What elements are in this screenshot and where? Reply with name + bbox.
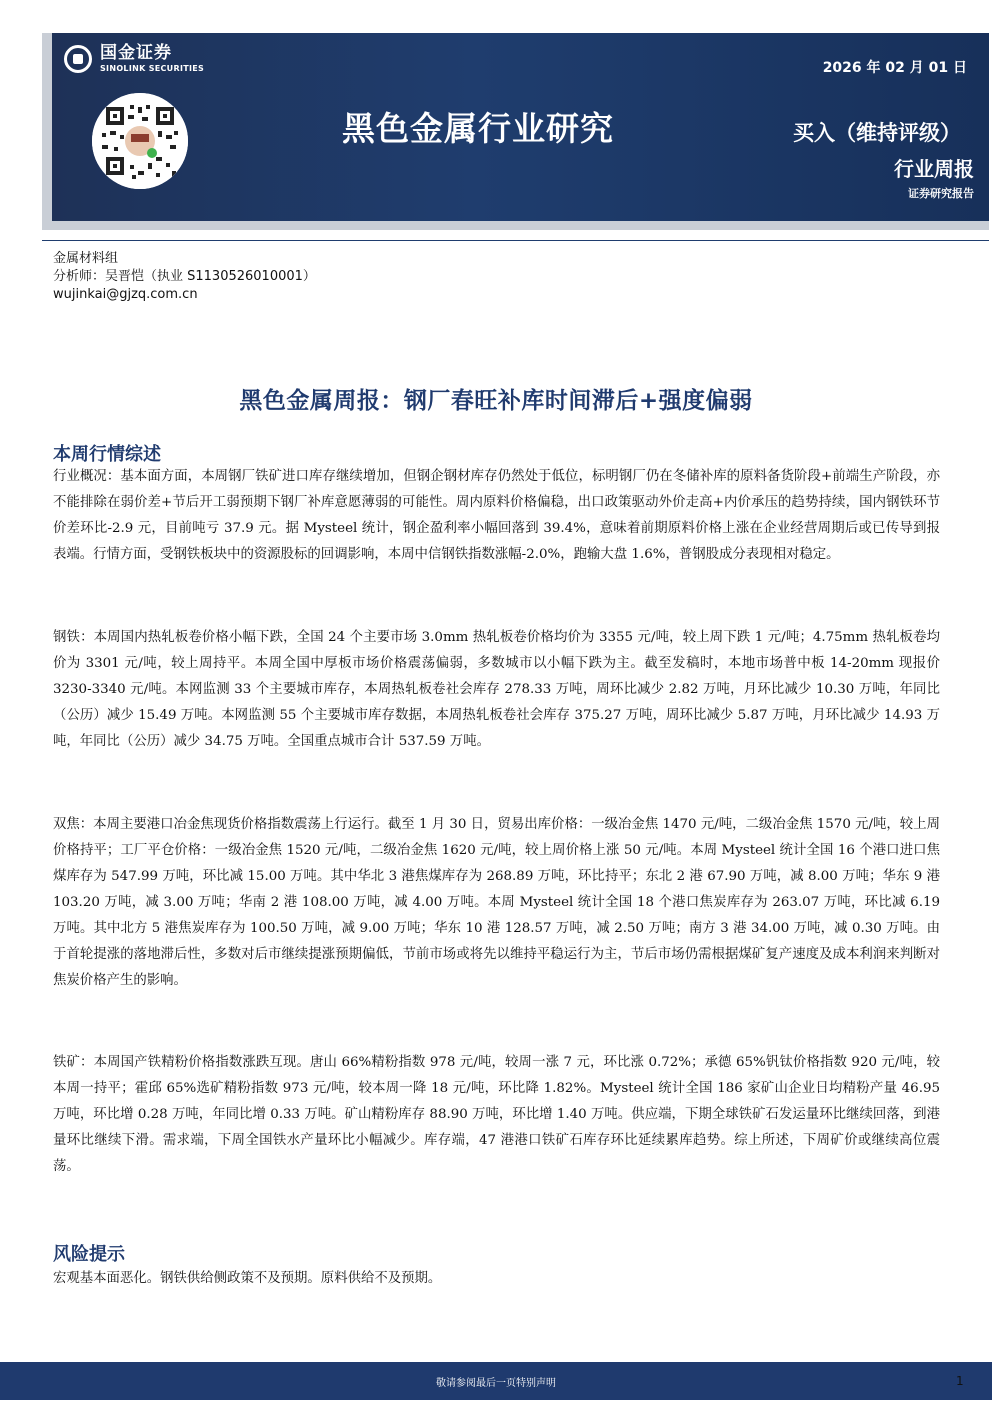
logo-cn-text: 国金证券 xyxy=(100,43,172,63)
analyst-email[interactable]: wujinkai@gjzq.com.cn xyxy=(53,287,198,302)
rating-label: 买入（维持评级） xyxy=(793,121,961,145)
company-logo xyxy=(64,45,204,73)
paragraph-steel: 钢铁：本周国内热轧板卷价格小幅下跌，全国 24 个主要市场 3.0mm 热轧板卷价格均价为 3355 元/吨，较上周下跌 1 元/吨；4.75mm 热轧板卷均价为 3301 元/吨，较上周持平。本周全国中厚板市场价格震荡偏弱，多数城市以小幅下跌为主。截至发稿时，本地市场普中板 14-20mm 现报价 3230-3340 元/吨。本网监测 33 个主要城市库存，本周热轧板卷社会库存 278.33 万吨，周环比减少 2.82 万吨，月环比减少 10.30 万吨，年同比（公历）减少 15.49 万吨。本网监测 55 个主要城市库存数据，本周热轧板卷社会库存 375.27 万吨，周环比减少 5.87 万吨，月环比减少 14.93 万吨，年同比（公历）减少 34.75 万吨。全国重点城市合计 537.59 万吨。 xyxy=(53,630,940,749)
page-number: 1 xyxy=(956,1374,964,1388)
paragraph-ore: 铁矿：本周国产铁精粉价格指数涨跌互现。唐山 66%精粉指数 978 元/吨，较周一涨 7 元，环比涨 0.72%；承德 65%钒钛价格指数 920 元/吨，较本周一持平；霍邱 65%选矿精粉指数 973 元/吨，较本周一降 18 元/吨，环比降 1.82%。Mysteel 统计全国 186 家矿山企业日均精粉产量 46.95 万吨，环比增 0.28 万吨，年同比增 0.33 万吨。矿山精粉库存 88.90 万吨，环比增 1.40 万吨。供应端，下期全球铁矿石发运量环比继续回落，到港量环比继续下滑。需求端，下周全国铁水产量环比小幅减少。库存端，47 港港口铁矿石库存环比延续累库趋势。综上所述，下周矿价或继续高位震荡。 xyxy=(53,1055,940,1174)
paragraph-overview: 行业概况：基本面方面，本周钢厂铁矿进口库存继续增加，但钢企钢材库存仍然处于低位，标明钢厂仍在冬储补库的原料备货阶段+前端生产阶段，亦不能排除在弱价差+节后开工弱预期下钢厂补库意愿薄弱的可能性。周内原料价格偏稳，出口政策驱动外价走高+内价承压的趋势持续，国内钢铁环节价差环比-2.9 元，目前吨亏 37.9 元。据 Mysteel 统计，钢企盈利率小幅回落到 39.4%，意味着前期原料价格上涨在企业经营周期后或已传导到报表端。行情方面，受钢铁板块中的资源股标的回调影响，本周中信钢铁指数涨幅-2.0%，跑输大盘 1.6%，普钢股成分表现相对稳定。 xyxy=(53,469,940,562)
footer-bar xyxy=(0,1362,992,1400)
analyst-group: 金属材料组 xyxy=(53,251,119,266)
report-subtype: 证券研究报告 xyxy=(908,187,974,200)
header-divider xyxy=(42,240,989,241)
section-heading-risk: 风险提示 xyxy=(53,1244,125,1265)
logo-mark-icon xyxy=(64,45,92,73)
logo-en-text: SINOLINK SECURITIES xyxy=(100,64,205,73)
analyst-info xyxy=(53,250,316,304)
report-type: 行业周报 xyxy=(894,157,974,181)
paragraph-risk: 宏观基本面恶化。钢铁供给侧政策不及预期。原料供给不及预期。 xyxy=(53,1271,442,1286)
qr-code-icon xyxy=(92,93,188,189)
paragraph-coke: 双焦：本周主要港口冶金焦现货价格指数震荡上行运行。截至 1 月 30 日，贸易出库价格：一级冶金焦 1470 元/吨，二级冶金焦 1570 元/吨，较上周价格持平；工厂平仓价格：一级冶金焦 1520 元/吨，二级冶金焦 1620 元/吨，较上周价格上涨 50 元/吨。本周 Mysteel 统计全国 16 个港口进口焦煤库存为 547.99 万吨，环比减 15.00 万吨。其中华北 3 港焦煤库存为 268.89 万吨，环比持平；东北 2 港 67.90 万吨，减 8.00 万吨；华东 9 港 103.20 万吨，减 3.00 万吨；华南 2 港 108.00 万吨，减 4.00 万吨。本周 Mysteel 统计全国 18 个港口焦炭库存为 263.07 万吨，环比减 6.19 万吨。其中北方 5 港焦炭库存为 100.50 万吨，减 9.00 万吨；华东 10 港 128.57 万吨，减 2.50 万吨；南方 3 港 34.00 万吨，减 0.30 万吨。由于首轮提涨的落地滞后性，多数对后市继续提涨预期偏低，节前市场或将先以维持平稳运行为主，节后市场仍需根据煤矿复产速度及成本利润来判断对焦炭价格产生的影响。 xyxy=(53,817,940,988)
footer-disclaimer-note: 敬请参阅最后一页特别声明 xyxy=(436,1378,556,1389)
report-title: 黑色金属周报：钢厂春旺补库时间滞后+强度偏弱 xyxy=(239,388,753,414)
industry-title: 黑色金属行业研究 xyxy=(342,109,614,148)
section-heading-weekly: 本周行情综述 xyxy=(53,444,161,465)
analyst-name: 分析师：吴晋恺（执业 S1130526010001） xyxy=(53,269,316,284)
header-banner xyxy=(52,33,989,221)
report-date: 2026 年 02 月 01 日 xyxy=(822,60,967,76)
